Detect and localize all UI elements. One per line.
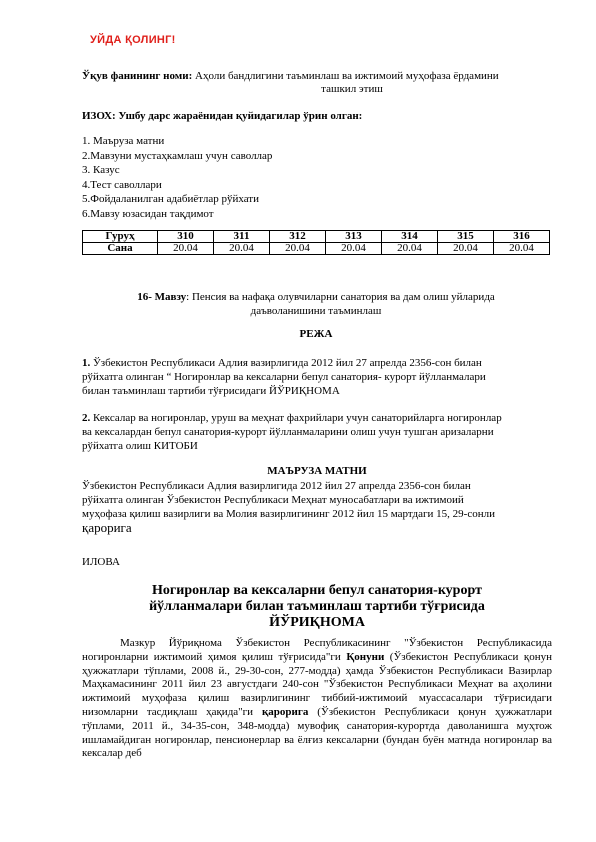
regulation-body-text: (Ўзбекистон Республикаси қонун ҳужжатлари тўплами, 2008 й., 29-30-сон, 277-модда) ҳамда Ўзбекистон Республикаси Вазирлар Маҳкамасининг 2011 йил 23 августдаги 240-сон "Ўзбекистон Республикаси Меҳнат ва аҳолини ижтимоий муҳофаза қилиш вазирлигининг тиббий-ижтимоий муассасалари тўғрисидаги низомларни тасдиқлаш ҳақида"ги — [82, 650, 552, 718]
appendix-label: ИЛОВА — [82, 556, 120, 568]
date-cell: 20.04 — [214, 243, 270, 255]
group-cell: 310 — [158, 231, 214, 243]
plan-item-text: Кексалар ва ногиронлар, уруш ва меҳнат фахрийлари учун санаторийларга ногиронлар — [93, 412, 502, 424]
note-heading: ИЗОХ: Ушбу дарс жараёнидан қуйидагилар ўрин олган: — [82, 110, 363, 122]
date-cell: 20.04 — [494, 243, 550, 255]
regulation-title — [82, 583, 552, 631]
lecture-line: қарорига — [82, 520, 132, 535]
group-cell: 312 — [270, 231, 326, 243]
group-header-cell: Гуруҳ — [83, 231, 158, 243]
regulation-title-line: йўлланмалари билан таъминлаш тартиби тўғрисида — [149, 599, 485, 614]
plan-item-text: ва кексалардан бепул санатория-курорт йўлланмаларини олиш учун тушган аризаларни — [82, 426, 494, 438]
regulation-body — [82, 637, 552, 761]
list-item: 3. Казус — [82, 164, 120, 176]
date-cell: 20.04 — [326, 243, 382, 255]
plan-item-1 — [82, 356, 552, 398]
course-subject — [82, 70, 512, 96]
plan-item-number: 1. — [82, 357, 91, 369]
plan-item-text: Ўзбекистон Республикаси Адлия вазирлигида 2012 йил 27 апрелда 2356-сон билан — [93, 357, 482, 369]
date-cell: 20.04 — [438, 243, 494, 255]
group-cell: 311 — [214, 231, 270, 243]
lecture-heading: МАЪРУЗА МАТНИ — [267, 465, 367, 477]
regulation-body-text: (Ўзбекистон Республикаси қонун ҳужжатлари тўплами, 2011 й., 34-35-сон, 348-модда) мувофиқ санатория-курортда даволанишга муҳтож ишламайдиган ногиронлар, пенсионерлар ва ёлғиз кексаларни (бундан буён матнда ногиронлар ва кексалар деб — [82, 705, 553, 760]
course-subject-line2: ташкил этиш — [321, 83, 383, 95]
table-row — [83, 231, 550, 243]
plan-heading: РЕЖА — [299, 328, 333, 340]
lecture-line: Ўзбекистон Республикаси Адлия вазирлигида 2012 йил 27 апрелда 2356-сон билан — [82, 480, 471, 492]
plan-item-text: билан таъминлаш тартиби тўғрисидаги ЙЎРИҚНОМА — [82, 385, 340, 397]
date-cell: 20.04 — [382, 243, 438, 255]
topic-number: 16- Мавзу — [137, 291, 187, 303]
table-row — [83, 243, 550, 255]
date-header-cell: Сана — [83, 243, 158, 255]
list-item: 2.Мавзуни мустаҳкамлаш учун саволлар — [82, 149, 273, 162]
regulation-decree-term: қарорига — [261, 705, 309, 718]
group-cell: 315 — [438, 231, 494, 243]
course-subject-label: Ўқув фанининг номи: — [82, 70, 193, 82]
group-cell: 314 — [382, 231, 438, 243]
list-item: 5.Фойдаланилган адабиётлар рўйхати — [82, 193, 259, 205]
group-date-table — [82, 230, 550, 255]
lecture-line: муҳофаза қилиш вазирлиги ва Молия вазирлигининг 2012 йил 15 мартдаги 15, 29-сонли — [82, 508, 495, 520]
group-cell: 316 — [494, 231, 550, 243]
plan-item-text: рўйхатга олиш КИТОБИ — [82, 440, 198, 452]
group-cell: 313 — [326, 231, 382, 243]
topic-title — [82, 290, 550, 318]
list-item: 1. Маъруза матни — [82, 135, 165, 147]
topic-line1: : Пенсия ва нафақа олувчиларни санатория ва дам олиш уйларида — [186, 291, 495, 303]
course-subject-line1: Аҳоли бандлигини таъминлаш ва ижтимоий муҳофаза ёрдамини — [195, 70, 499, 82]
regulation-title-line: Ногиронлар ва кексаларни бепул санатория-курорт — [152, 583, 482, 598]
list-item: 6.Мавзу юзасидан тақдимот — [82, 207, 214, 220]
plan-item-number: 2. — [82, 412, 91, 424]
date-cell: 20.04 — [270, 243, 326, 255]
plan-item-text: рўйхатга олинган “ Ногиронлар ва кексаларни бепул санатория- курорт йўлланмалари — [82, 371, 486, 383]
regulation-body-text: Мазкур Йўриқнома Ўзбекистон Республикасининг "Ўзбекистон Республикасида ногиронларни ижтимоий ҳимоя қилиш тўғрисида"ги — [82, 637, 552, 663]
stay-home-warning: УЙДА ҚОЛИНГ! — [90, 34, 176, 46]
regulation-law-term: Қонуни — [346, 650, 385, 663]
lecture-text — [82, 479, 552, 535]
regulation-title-line: ЙЎРИҚНОМА — [269, 615, 365, 630]
lecture-line: рўйхатга олинган Ўзбекистон Республикаси Меҳнат муносабатлари ва ижтимоий — [82, 494, 464, 506]
list-item: 4.Тест саволлари — [82, 178, 162, 191]
contents-list — [82, 134, 272, 221]
topic-line2: даъволанишини таъминлаш — [250, 305, 382, 317]
plan-item-2 — [82, 411, 552, 453]
date-cell: 20.04 — [158, 243, 214, 255]
